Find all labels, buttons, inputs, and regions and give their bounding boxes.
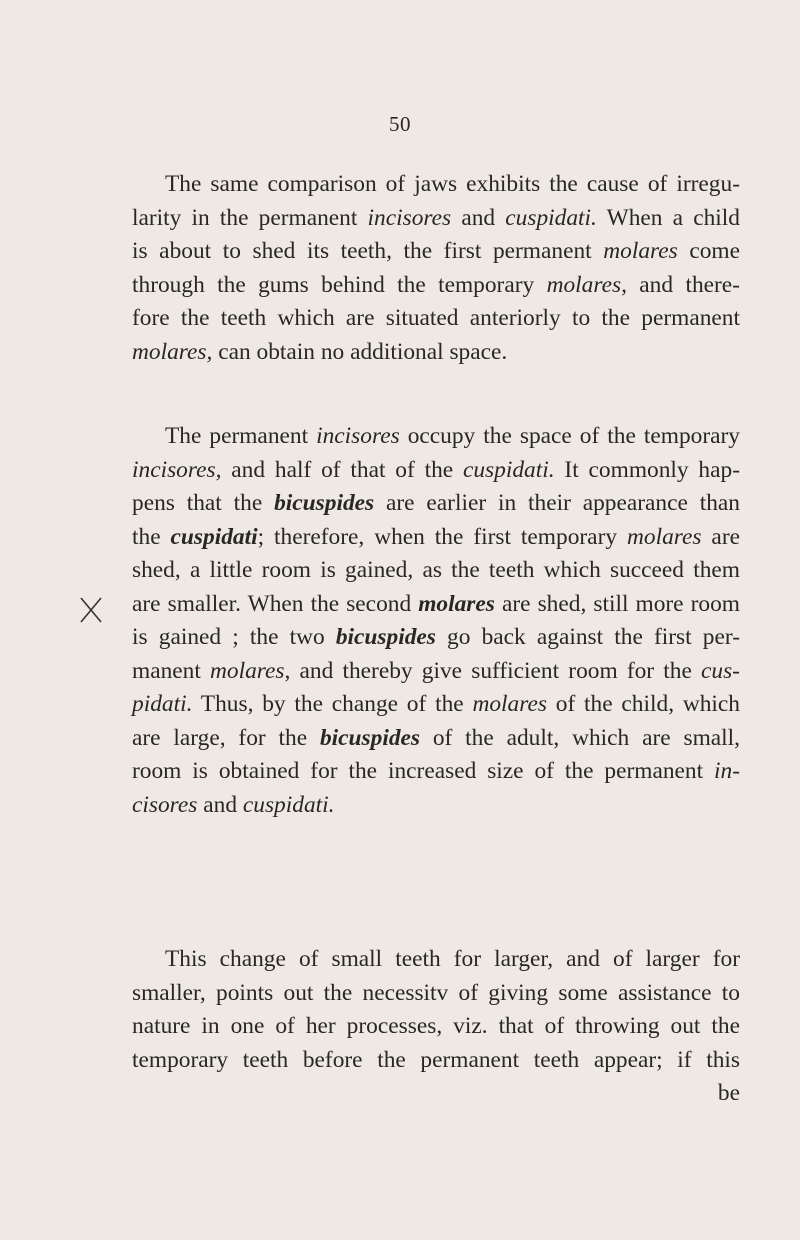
text-run: pens that the	[132, 490, 275, 516]
italic-term: molares	[472, 691, 547, 717]
text-run: is gained ; the two	[132, 624, 336, 650]
text-line	[132, 977, 740, 1011]
text-run: the	[132, 523, 171, 550]
text-run: and	[451, 204, 506, 231]
text-line	[132, 235, 740, 269]
text-line	[132, 621, 740, 655]
text-run: go back against the first per-	[435, 624, 740, 650]
margin-x-mark	[78, 596, 104, 624]
text-run: are large, for the	[132, 724, 320, 751]
text-line	[132, 202, 740, 236]
text-run: be	[717, 1080, 740, 1106]
page-number: 50	[389, 112, 411, 136]
paragraph-2	[132, 420, 740, 822]
text-run: The permanent	[165, 423, 317, 449]
text-run: and thereby give sufficient room for the	[290, 657, 701, 684]
text-line	[132, 1077, 740, 1111]
text-line	[132, 302, 740, 336]
text-run: are smaller. When the second	[132, 590, 419, 617]
text-run: temporary teeth before the permanent teeth appear; if this	[132, 1046, 740, 1073]
bold-italic-term: bicuspides	[319, 724, 421, 751]
text-run: smaller, points out the necessitv of giving some assistance to	[132, 979, 740, 1006]
text-line	[132, 521, 740, 555]
italic-term: cus-	[701, 657, 740, 684]
italic-term: molares,	[132, 338, 213, 365]
text-line	[132, 420, 740, 454]
text-line	[132, 688, 740, 722]
text-run: through the gums behind the temporary	[132, 271, 547, 298]
italic-term: molares,	[210, 657, 291, 684]
text-run: are shed, still more room	[494, 590, 740, 617]
text-run: can obtain no additional space.	[212, 338, 508, 365]
text-line	[132, 1044, 740, 1078]
text-run: Thus, by the change of the	[192, 691, 473, 717]
italic-term: cisores	[132, 791, 198, 818]
text-run: The same comparison of jaws exhibits the cause of irregu-	[165, 171, 740, 197]
italic-term: cuspidati.	[505, 204, 597, 231]
italic-term: molares	[603, 238, 678, 264]
text-line	[132, 722, 740, 756]
text-run: and there-	[626, 271, 740, 298]
text-line	[132, 454, 740, 488]
text-run: are	[701, 523, 740, 550]
text-run: larity in the permanent	[132, 204, 368, 231]
text-line	[132, 655, 740, 689]
text-run: is about to shed its teeth, the first permanent	[132, 238, 604, 264]
italic-term: incisores	[316, 423, 400, 449]
bold-italic-term: cuspidati	[170, 523, 258, 550]
text-run: nature in one of her processes, viz. that of throwing out the	[132, 1013, 740, 1039]
italic-term: incisores	[367, 204, 452, 231]
paragraph-1	[132, 168, 740, 369]
text-line	[132, 755, 740, 789]
text-run: This change of small teeth for larger, and of larger for	[165, 946, 740, 972]
bold-italic-term: bicuspides	[335, 624, 436, 650]
text-run: fore the teeth which are situated anteriorly to the permanent	[132, 305, 740, 331]
text-run: shed, a little room is gained, as the teeth which succeed them	[132, 557, 740, 583]
paragraph-3	[132, 943, 740, 1111]
text-line	[132, 943, 740, 977]
bold-italic-term: molares	[418, 590, 495, 617]
text-run: room is obtained for the increased size of the permanent	[132, 758, 715, 784]
text-run: and	[197, 791, 243, 818]
text-run: When a child	[596, 204, 740, 231]
text-line	[132, 269, 740, 303]
text-line	[132, 1010, 740, 1044]
text-line	[132, 336, 740, 370]
text-line	[132, 168, 740, 202]
text-run: come	[677, 238, 740, 264]
italic-term: incisores,	[132, 456, 222, 483]
text-run: ; therefore, when the first temporary	[257, 523, 627, 550]
text-line	[132, 487, 740, 521]
italic-term: cuspidati.	[242, 791, 335, 818]
text-line	[132, 789, 740, 823]
text-run: occupy the space of the temporary	[399, 423, 740, 449]
text-line	[132, 554, 740, 588]
text-run: manent	[132, 657, 211, 684]
text-run: of the child, which	[546, 691, 741, 717]
italic-term: in-	[714, 758, 740, 784]
text-run: of the adult, which are small,	[420, 724, 740, 751]
italic-term: molares,	[546, 271, 627, 298]
bold-italic-term: bicuspides	[274, 490, 375, 516]
text-line	[132, 588, 740, 622]
italic-term: cuspidati.	[462, 456, 555, 483]
text-run: It commonly hap-	[554, 456, 740, 483]
italic-term: molares	[626, 523, 702, 550]
text-run: and half of that of the	[221, 456, 463, 483]
text-run: are earlier in their appearance than	[374, 490, 740, 516]
italic-term: pidati.	[132, 691, 193, 717]
